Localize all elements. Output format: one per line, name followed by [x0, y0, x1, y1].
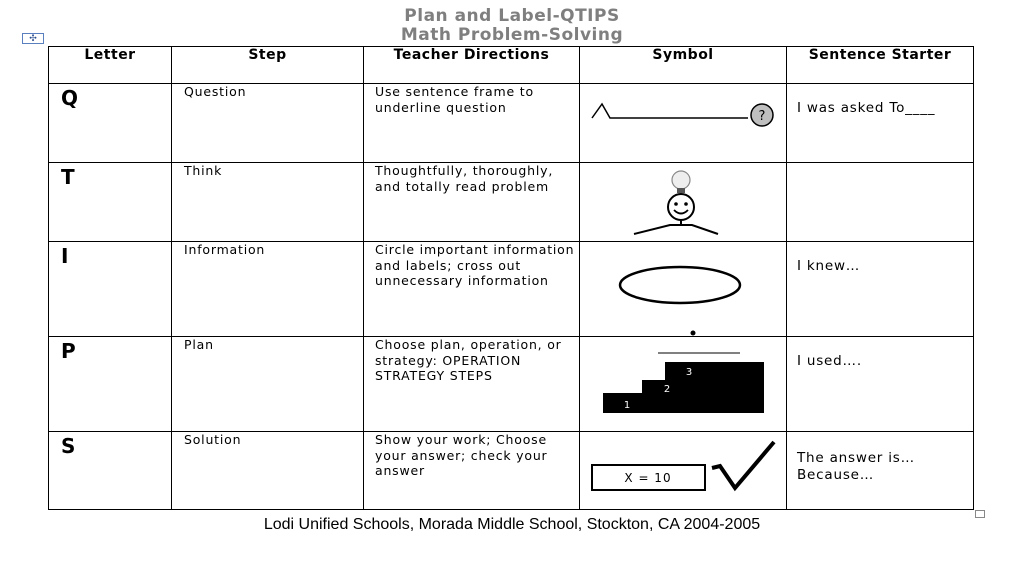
row-step: Question — [172, 84, 364, 163]
table-row — [49, 242, 974, 337]
move-handle-icon[interactable]: ✣ — [22, 33, 44, 44]
row-directions: Choose plan, operation, or strategy: OPERATION STRATEGY STEPS — [364, 337, 580, 432]
svg-text:?: ? — [758, 109, 766, 124]
row-symbol — [580, 337, 787, 432]
row-letter: Q — [49, 84, 172, 163]
step-label: 3 — [685, 367, 693, 378]
header-starter: Sentence Starter — [787, 47, 974, 84]
row-step: Plan — [172, 337, 364, 432]
header-symbol: Symbol — [580, 47, 787, 84]
row-symbol — [580, 84, 787, 163]
page-subtitle: Math Problem-Solving — [400, 25, 624, 45]
row-letter: I — [49, 242, 172, 337]
table-row — [49, 163, 974, 242]
row-step: Solution — [172, 432, 364, 510]
step-label: 2 — [663, 384, 671, 395]
table-header-row — [49, 47, 974, 84]
answer-box-checkmark-icon — [580, 432, 785, 509]
answer-box-text: X = 10 — [624, 471, 672, 485]
row-step: Information — [172, 242, 364, 337]
oval-circle-icon — [580, 242, 785, 336]
row-step: Think — [172, 163, 364, 242]
row-letter: S — [49, 432, 172, 510]
table-row — [49, 84, 974, 163]
qtips-table — [48, 46, 974, 510]
row-letter: P — [49, 337, 172, 432]
step-label: 1 — [623, 400, 631, 411]
row-letter: T — [49, 163, 172, 242]
underline-question-mark-icon — [580, 84, 785, 162]
row-starter: I was asked To____ — [787, 84, 974, 163]
row-directions: Use sentence frame to underline question — [364, 84, 580, 163]
header-step: Step — [172, 47, 364, 84]
row-directions: Show your work; Choose your answer; check your answer — [364, 432, 580, 510]
row-starter: I knew… — [787, 242, 974, 337]
staircase-steps-icon — [580, 337, 785, 431]
row-starter — [787, 163, 974, 242]
table-row — [49, 337, 974, 432]
row-directions: Circle important information and labels; cross out unnecessary information — [364, 242, 580, 337]
row-symbol — [580, 242, 787, 337]
footer-credit: Lodi Unified Schools, Morada Middle School, Stockton, CA 2004-2005 — [263, 516, 761, 533]
row-symbol — [580, 163, 787, 242]
header-letter: Letter — [49, 47, 172, 84]
header-directions: Teacher Directions — [364, 47, 580, 84]
row-symbol — [580, 432, 787, 510]
row-starter: I used…. — [787, 337, 974, 432]
table-row — [49, 432, 974, 510]
row-directions: Thoughtfully, thoroughly, and totally read problem — [364, 163, 580, 242]
lightbulb-stick-figure-icon — [580, 163, 785, 241]
row-starter: The answer is… Because… — [787, 432, 974, 510]
page-title: Plan and Label-QTIPS — [404, 6, 620, 26]
